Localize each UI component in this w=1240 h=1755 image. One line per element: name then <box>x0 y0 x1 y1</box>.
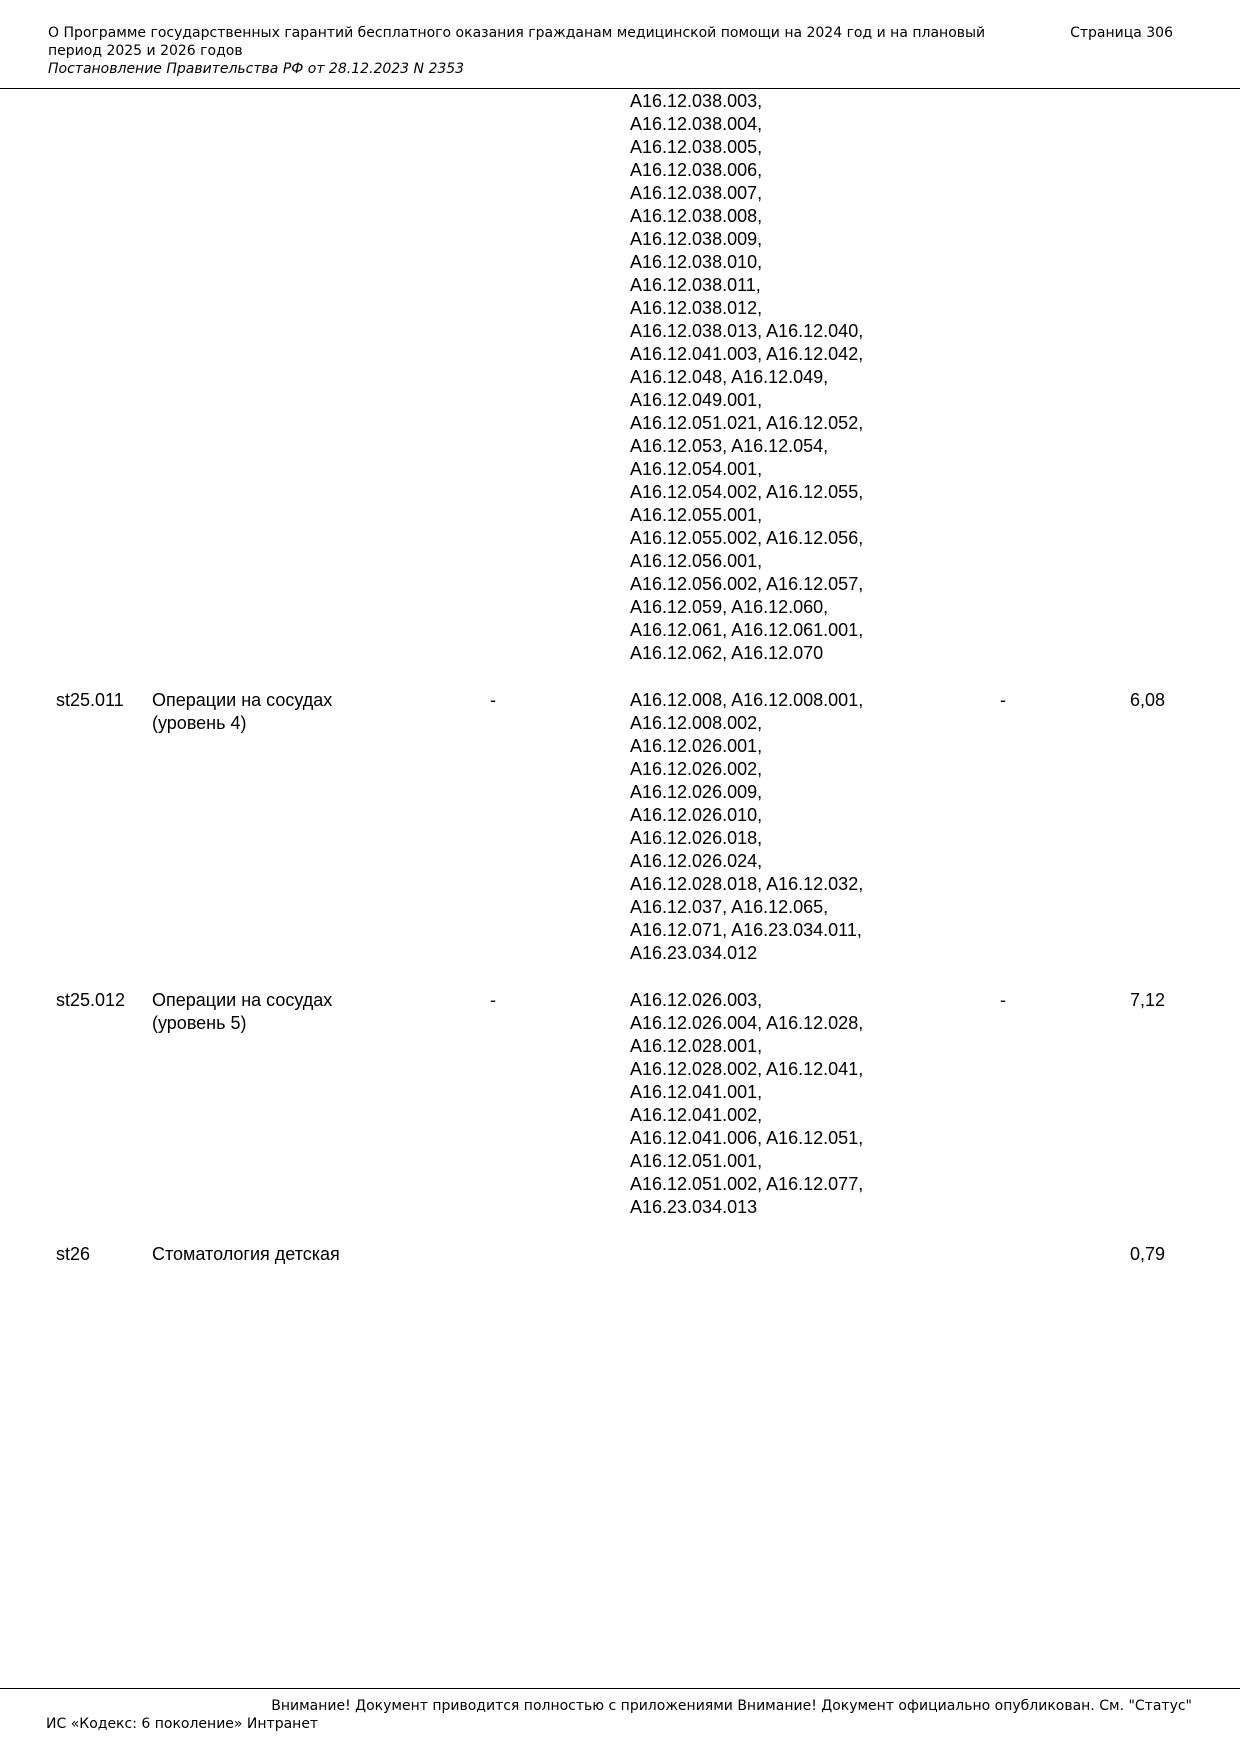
service-code-line: A16.12.062, A16.12.070 <box>630 643 824 663</box>
row-code: st25.012 <box>56 990 126 1010</box>
footer-notice: Внимание! Документ приводится полностью с приложениями Внимание! Документ официально опубликован. См. "Статус" <box>271 1698 1192 1714</box>
table-row <box>0 90 1240 665</box>
service-code-line: A16.12.041.001, <box>630 1082 763 1102</box>
service-code-line: A16.12.038.008, <box>630 206 763 226</box>
service-code-line: A16.12.038.012, <box>630 298 763 318</box>
service-code-line: A16.12.049.001, <box>630 390 763 410</box>
service-code-line: A16.12.071, A16.23.034.011, <box>630 920 862 940</box>
service-code-line: A16.12.026.009, <box>630 782 763 802</box>
service-code-line: A16.12.051.002, A16.12.077, <box>630 1174 864 1194</box>
row-name-line: Операции на сосудах <box>152 990 333 1010</box>
service-code-line <box>630 1243 910 1266</box>
service-code-line: A16.12.054.001, <box>630 459 763 479</box>
service-code-line: A16.12.026.004, A16.12.028, <box>630 1013 864 1033</box>
row-coefficient: 6,08 <box>1129 690 1165 710</box>
service-code-line: A16.12.008.002, <box>630 713 763 733</box>
service-code-line: A16.12.041.003, A16.12.042, <box>630 344 864 364</box>
row-code: st26 <box>56 1244 91 1264</box>
service-code-line: A16.23.034.012 <box>630 943 758 963</box>
service-code-line: A16.12.055.001, <box>630 505 763 525</box>
service-code-line: A16.12.028.018, A16.12.032, <box>630 874 864 894</box>
service-code-line: A16.12.054.002, A16.12.055, <box>630 482 864 502</box>
service-code-line: A16.12.008, A16.12.008.001, <box>630 690 864 710</box>
row-dash: - <box>490 690 496 710</box>
row-name <box>152 689 452 735</box>
service-code-line: A16.12.026.001, <box>630 736 763 756</box>
service-code-line: A16.12.059, A16.12.060, <box>630 597 829 617</box>
row-name-line: Операции на сосудах <box>152 690 333 710</box>
service-code-line: A16.12.026.024, <box>630 851 763 871</box>
service-code-line: A16.12.026.003, <box>630 990 763 1010</box>
service-code-line: A16.12.038.009, <box>630 229 763 249</box>
row-services <box>630 989 910 1219</box>
row-name-line: (уровень 4) <box>152 713 247 733</box>
row-name <box>152 1243 452 1266</box>
service-code-line: A16.12.037, A16.12.065, <box>630 897 829 917</box>
row-services <box>630 90 910 665</box>
service-code-line: A16.12.061, A16.12.061.001, <box>630 620 864 640</box>
service-code-line: A16.12.028.002, A16.12.041, <box>630 1059 864 1079</box>
row-name <box>152 989 452 1035</box>
row-code: st25.011 <box>56 690 124 710</box>
document-title: О Программе государственных гарантий бесплатного оказания гражданам медицинской помощи на 2024 год и на плановый период 2025 и 2026 годов <box>48 25 986 59</box>
service-code-line: A16.12.053, A16.12.054, <box>630 436 829 456</box>
service-code-line: A16.12.051.001, <box>630 1151 763 1171</box>
table-row <box>0 1243 1240 1266</box>
row-coefficient: 7,12 <box>1129 990 1165 1010</box>
service-code-line: A16.12.038.004, <box>630 114 763 134</box>
service-code-line: A16.12.056.002, A16.12.057, <box>630 574 864 594</box>
service-code-line: A16.12.055.002, A16.12.056, <box>630 528 864 548</box>
header-divider <box>0 88 1240 89</box>
footer-source: ИС «Кодекс: 6 поколение» Интранет <box>46 1716 319 1732</box>
row-services <box>630 689 910 965</box>
table-row <box>0 989 1240 1219</box>
service-code-line: A16.12.038.011, <box>630 275 761 295</box>
service-code-line: A16.12.038.007, <box>630 183 763 203</box>
service-code-line: A16.12.026.002, <box>630 759 763 779</box>
service-code-line: A16.12.038.003, <box>630 91 763 111</box>
row-coefficient: 0,79 <box>1129 1244 1165 1264</box>
service-code-line: A16.12.041.006, A16.12.051, <box>630 1128 864 1148</box>
row-services <box>630 1243 910 1266</box>
row-name-line: Стоматология детская <box>152 1244 340 1264</box>
table-row <box>0 689 1240 965</box>
service-code-line: A16.12.038.013, A16.12.040, <box>630 321 864 341</box>
service-code-line: A16.12.026.018, <box>630 828 763 848</box>
service-code-line: A16.23.034.013 <box>630 1197 758 1217</box>
service-code-line: A16.12.048, A16.12.049, <box>630 367 829 387</box>
service-code-line: A16.12.028.001, <box>630 1036 763 1056</box>
document-header <box>48 24 1178 78</box>
row-name-line: (уровень 5) <box>152 1013 247 1033</box>
row-dash: - <box>490 990 496 1010</box>
service-code-line: A16.12.026.010, <box>630 805 763 825</box>
service-code-line: A16.12.038.010, <box>630 252 763 272</box>
service-code-line: A16.12.038.006, <box>630 160 763 180</box>
row-dash: - <box>1000 690 1006 710</box>
row-dash: - <box>1000 990 1006 1010</box>
service-code-line: A16.12.038.005, <box>630 137 763 157</box>
document-subtitle: Постановление Правительства РФ от 28.12.2023 N 2353 <box>48 61 465 77</box>
tariff-table <box>0 90 1240 1290</box>
service-code-line: A16.12.056.001, <box>630 551 763 571</box>
service-code-line: A16.12.051.021, A16.12.052, <box>630 413 864 433</box>
footer-divider <box>0 1688 1240 1689</box>
page-number: Страница 306 <box>1070 25 1173 41</box>
service-code-line: A16.12.041.002, <box>630 1105 763 1125</box>
